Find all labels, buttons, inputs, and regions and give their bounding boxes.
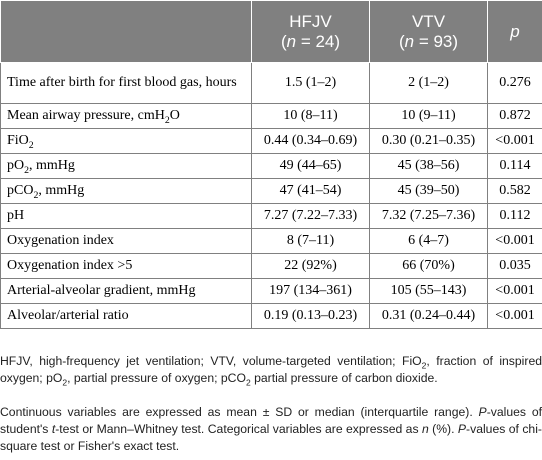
cell-vtv: 66 (70%) <box>370 254 488 279</box>
cell-hfjv: 0.19 (0.13–0.23) <box>252 304 370 329</box>
cell-hfjv: 8 (7–11) <box>252 229 370 254</box>
cell-vtv: 6 (4–7) <box>370 229 488 254</box>
cell-hfjv: 22 (92%) <box>252 254 370 279</box>
header-vtv-n: (n = 93) <box>398 31 459 51</box>
cell-hfjv: 0.44 (0.34–0.69) <box>252 129 370 154</box>
cell-vtv: 10 (9–11) <box>370 104 488 129</box>
cell-hfjv: 1.5 (1–2) <box>252 63 370 104</box>
footnote-statistics: Continuous variables are expressed as mean ± SD or median (interquartile range). P-values of student's t-test or Mann–Whitney test. Categorical variables are expressed as n (%). P-values of chi-square test or Fisher's exact test. <box>0 405 542 453</box>
row-label: Arterial-alveolar gradient, mmHg <box>1 279 252 304</box>
table-row <box>1 304 542 329</box>
header-vtv <box>370 1 488 63</box>
cell-p: 0.276 <box>488 63 542 104</box>
table-row <box>1 254 542 279</box>
cell-vtv: 105 (55–143) <box>370 279 488 304</box>
table-row <box>1 204 542 229</box>
cell-vtv: 2 (1–2) <box>370 63 488 104</box>
table-row <box>1 154 542 179</box>
header-p <box>488 1 542 63</box>
cell-hfjv: 197 (134–361) <box>252 279 370 304</box>
cell-p: 0.872 <box>488 104 542 129</box>
cell-p: <0.001 <box>488 279 542 304</box>
cell-vtv: 45 (39–50) <box>370 179 488 204</box>
table-row <box>1 63 542 104</box>
cell-p: 0.582 <box>488 179 542 204</box>
cell-p: <0.001 <box>488 304 542 329</box>
header-vtv-label: VTV <box>411 11 446 31</box>
cell-vtv: 0.31 (0.24–0.44) <box>370 304 488 329</box>
header-variable <box>1 1 252 63</box>
row-label: $pO_2$, mmHg <box>1 154 252 179</box>
row-label: Time after birth for first blood gas, hours <box>1 63 252 104</box>
header-hfjv-n: (n = 24) <box>280 31 341 51</box>
cell-hfjv: 7.27 (7.22–7.33) <box>252 204 370 229</box>
header-hfjv-label: HFJV <box>289 11 332 31</box>
row-label: pH <box>1 204 252 229</box>
footnote-abbreviations: HFJV, high-frequency jet ventilation; VTV, volume-targeted ventilation; FiO$_2$, fraction of inspired oxygen; $pO_2$, partial pressure of oxygen; pCO$_2$ partial pressure of carbon dioxide. <box>0 354 542 388</box>
cell-hfjv: 10 (8–11) <box>252 104 370 129</box>
row-label: FiO$_2$ <box>1 129 252 154</box>
cell-p: 0.112 <box>488 204 542 229</box>
cell-vtv: 0.30 (0.21–0.35) <box>370 129 488 154</box>
cell-hfjv: 47 (41–54) <box>252 179 370 204</box>
header-hfjv <box>252 1 370 63</box>
table-row <box>1 279 542 304</box>
header-p-label: p <box>510 21 520 41</box>
cell-p: 0.114 <box>488 154 542 179</box>
table-row <box>1 179 542 204</box>
cell-p: <0.001 <box>488 129 542 154</box>
table-row <box>1 129 542 154</box>
header-row <box>1 1 542 63</box>
row-label: Oxygenation index <box>1 229 252 254</box>
row-label: Mean airway pressure, cmH$_2$O <box>1 104 252 129</box>
cell-vtv: 45 (38–56) <box>370 154 488 179</box>
row-label: Alveolar/arterial ratio <box>1 304 252 329</box>
cell-vtv: 7.32 (7.25–7.36) <box>370 204 488 229</box>
cell-p: 0.035 <box>488 254 542 279</box>
cell-p: <0.001 <box>488 229 542 254</box>
table-row <box>1 229 542 254</box>
cell-hfjv: 49 (44–65) <box>252 154 370 179</box>
table-row <box>1 104 542 129</box>
row-label: Oxygenation index >5 <box>1 254 252 279</box>
row-label: pCO$_2$, mmHg <box>1 179 252 204</box>
